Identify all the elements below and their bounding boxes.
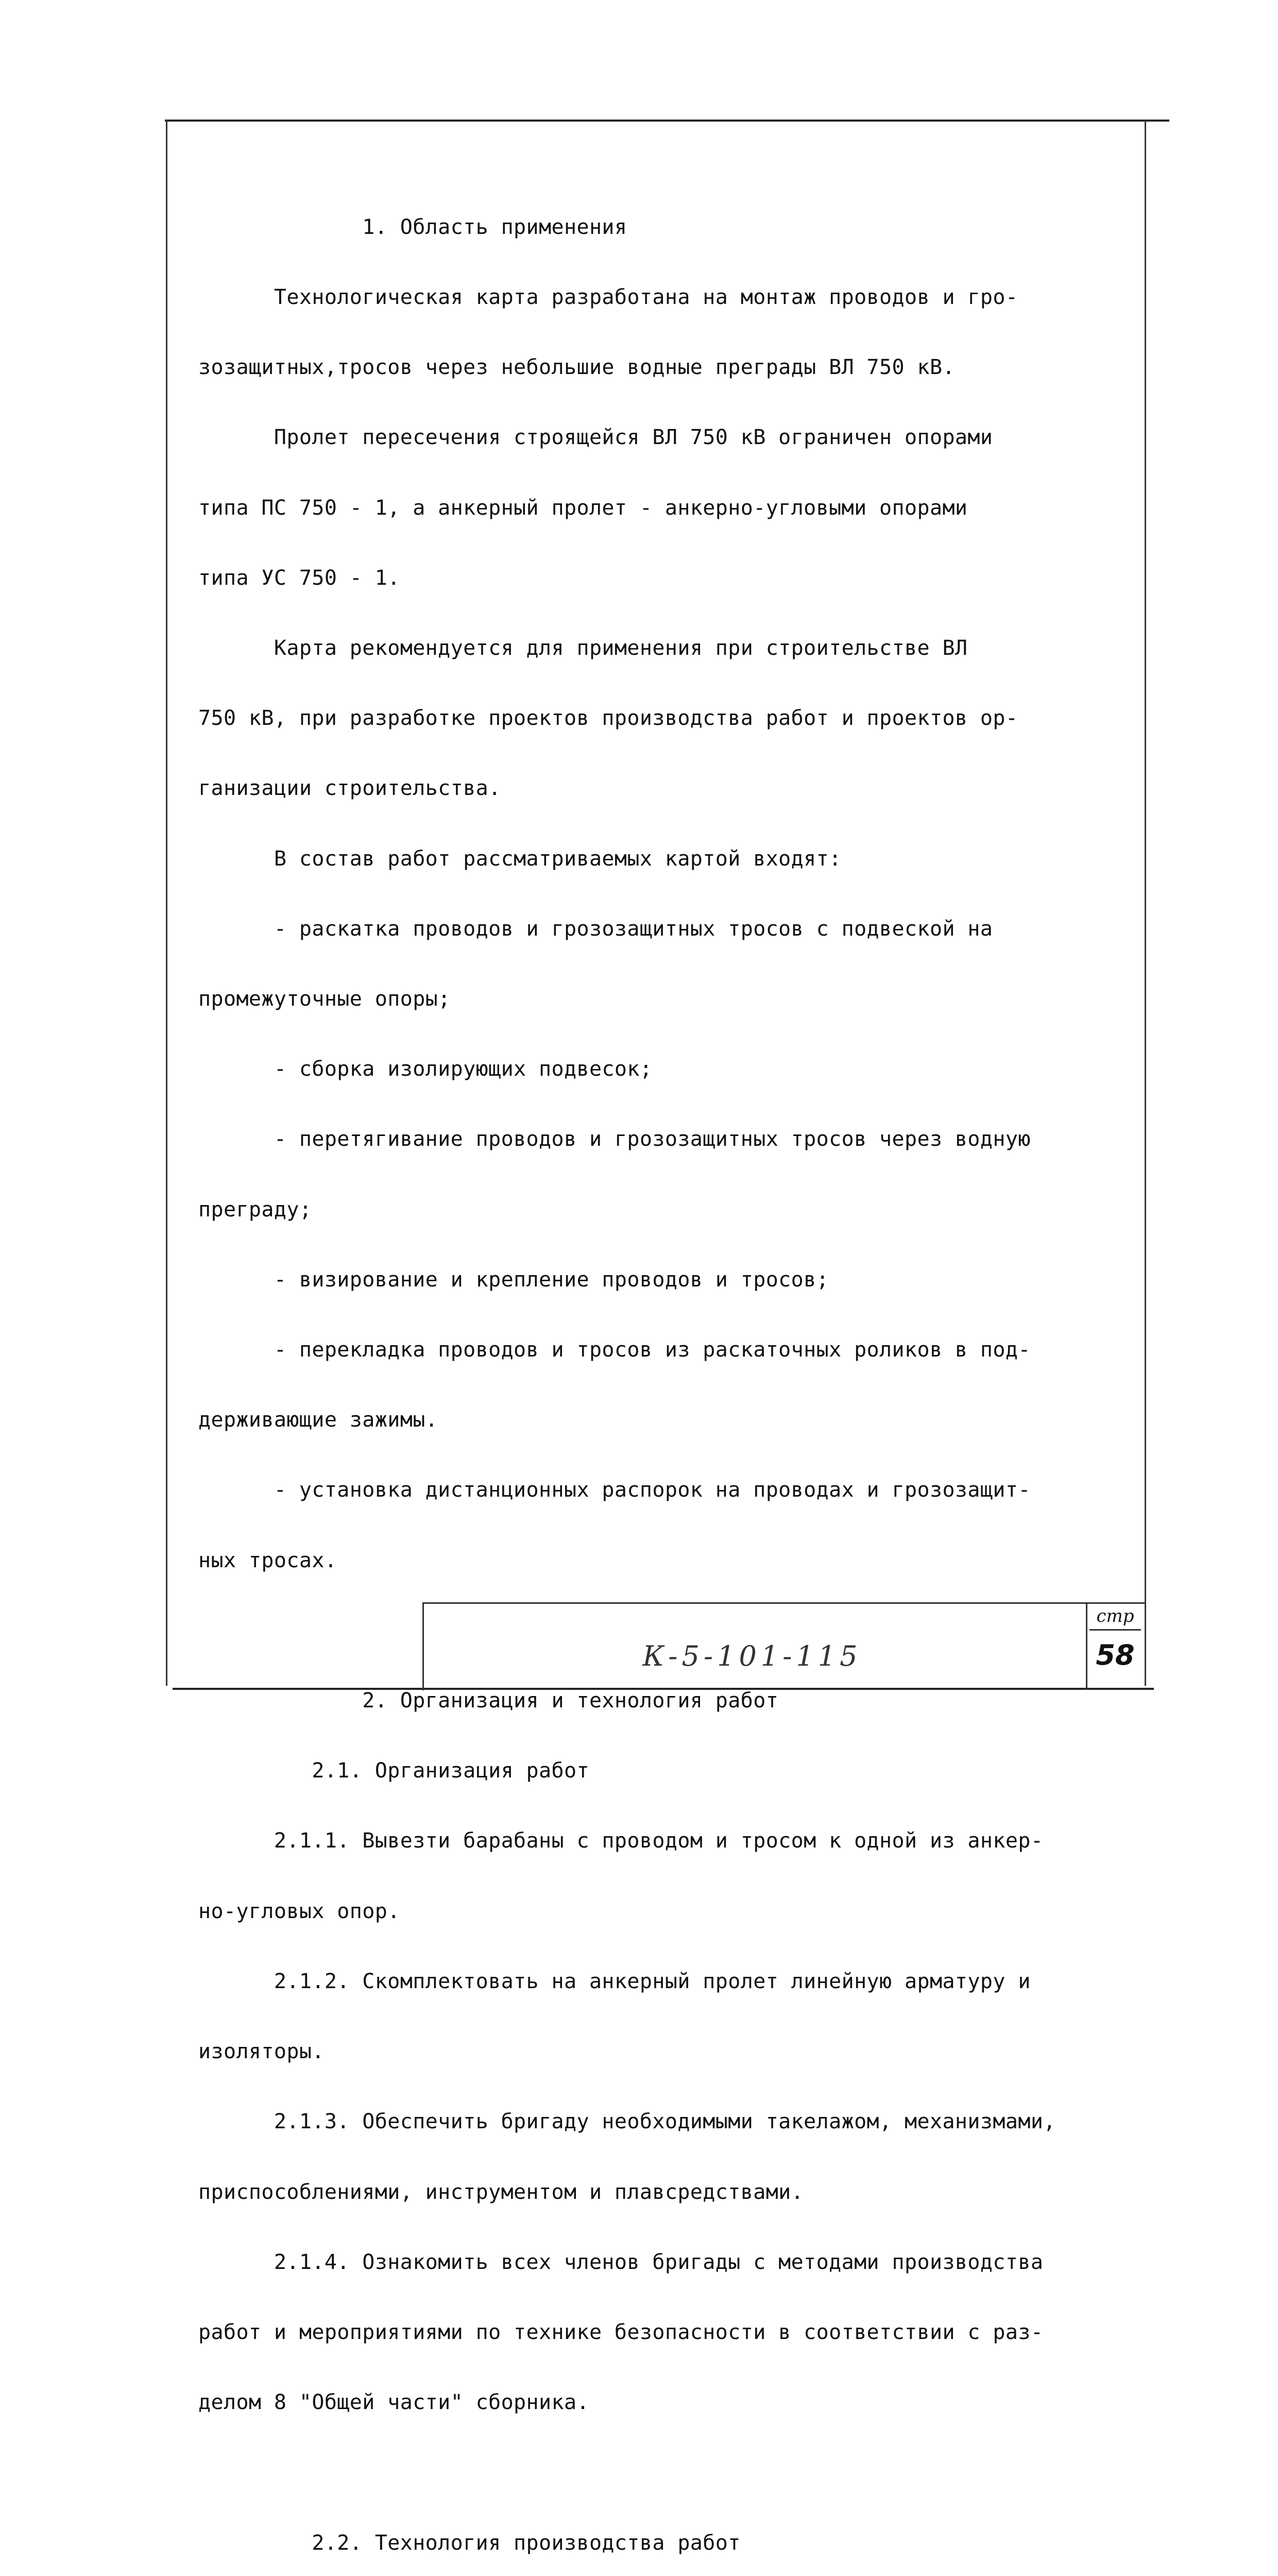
text-line: 2.1.4. Ознакомить всех членов бригады с методами производства	[198, 2250, 1044, 2274]
text-line: держивающие зажимы.	[198, 1409, 438, 1432]
document-code: К-5-101-115	[642, 1640, 862, 1672]
text-line: преграду;	[198, 1198, 312, 1222]
list-item: - сборка изолирующих подвесок;	[198, 1058, 653, 1081]
text-line: приспособлениями, инструментом и плавсредствами.	[198, 2180, 804, 2204]
page-number: 58	[1096, 1639, 1135, 1671]
title-block-divider	[1086, 1602, 1087, 1689]
frame-right-border	[1145, 120, 1146, 1686]
text-line: зозащитных,тросов через небольшие водные преграды ВЛ 750 кВ.	[198, 356, 955, 380]
text-line: 2.1.2. Скомплектовать на анкерный пролет линейную арматуру и	[198, 1970, 1031, 1993]
section-heading: 1. Область применения	[198, 215, 627, 239]
text-line: работ и мероприятиями по технике безопасности в соответствии с раз-	[198, 2320, 1044, 2344]
text-line: Технологическая карта разработана на монтаж проводов и гро-	[198, 286, 1018, 310]
section-heading: 2. Организация и технология работ	[198, 1689, 779, 1713]
frame-top-border	[165, 120, 1169, 122]
text-line: 2.1.3. Обеспечить бригаду необходимыми такелажом, механизмами,	[198, 2110, 1056, 2134]
text-line: но-угловых опор.	[198, 1900, 400, 1923]
text-line: изоляторы.	[198, 2040, 325, 2064]
list-item: - установка дистанционных распорок на проводах и грозозащит-	[198, 1479, 1031, 1502]
list-item: - перетягивание проводов и грозозащитных тросов через водную	[198, 1128, 1031, 1151]
subsection-heading: 2.1. Организация работ	[198, 1759, 589, 1783]
text-line: промежуточные опоры;	[198, 988, 451, 1011]
text-line: типа УС 750 - 1.	[198, 566, 400, 590]
blank-line	[198, 2461, 1141, 2484]
text-line: 2.1.1. Вывезти барабаны с проводом и тросом к одной из анкер-	[198, 1829, 1044, 1853]
text-line: делом 8 "Общей части" сборника.	[198, 2391, 589, 2415]
subsection-heading: 2.2. Технология производства работ	[198, 2531, 741, 2555]
text-line: Карта рекомендуется для применения при строительстве ВЛ	[198, 637, 968, 660]
text-line: Пролет пересечения строящейся ВЛ 750 кВ ограничен опорами	[198, 426, 993, 450]
list-item: - перекладка проводов и тросов из раскаточных роликов в под-	[198, 1338, 1031, 1362]
frame-left-border	[166, 120, 167, 1686]
text-line: В состав работ рассматриваемых картой входят:	[198, 847, 842, 871]
list-item: - визирование и крепление проводов и тросов;	[198, 1268, 829, 1292]
list-item: - раскатка проводов и грозозащитных тросов с подвеской на	[198, 917, 993, 941]
text-line: ганизации строительства.	[198, 777, 501, 801]
text-line: ных тросах.	[198, 1549, 337, 1572]
text-line: 750 кВ, при разработке проектов производства работ и проектов ор-	[198, 707, 1018, 731]
document-body	[198, 169, 1141, 2576]
text-line: типа ПС 750 - 1, а анкерный пролет - анкерно-угловыми опорами	[198, 496, 968, 520]
sheet-label: стр	[1089, 1603, 1141, 1631]
